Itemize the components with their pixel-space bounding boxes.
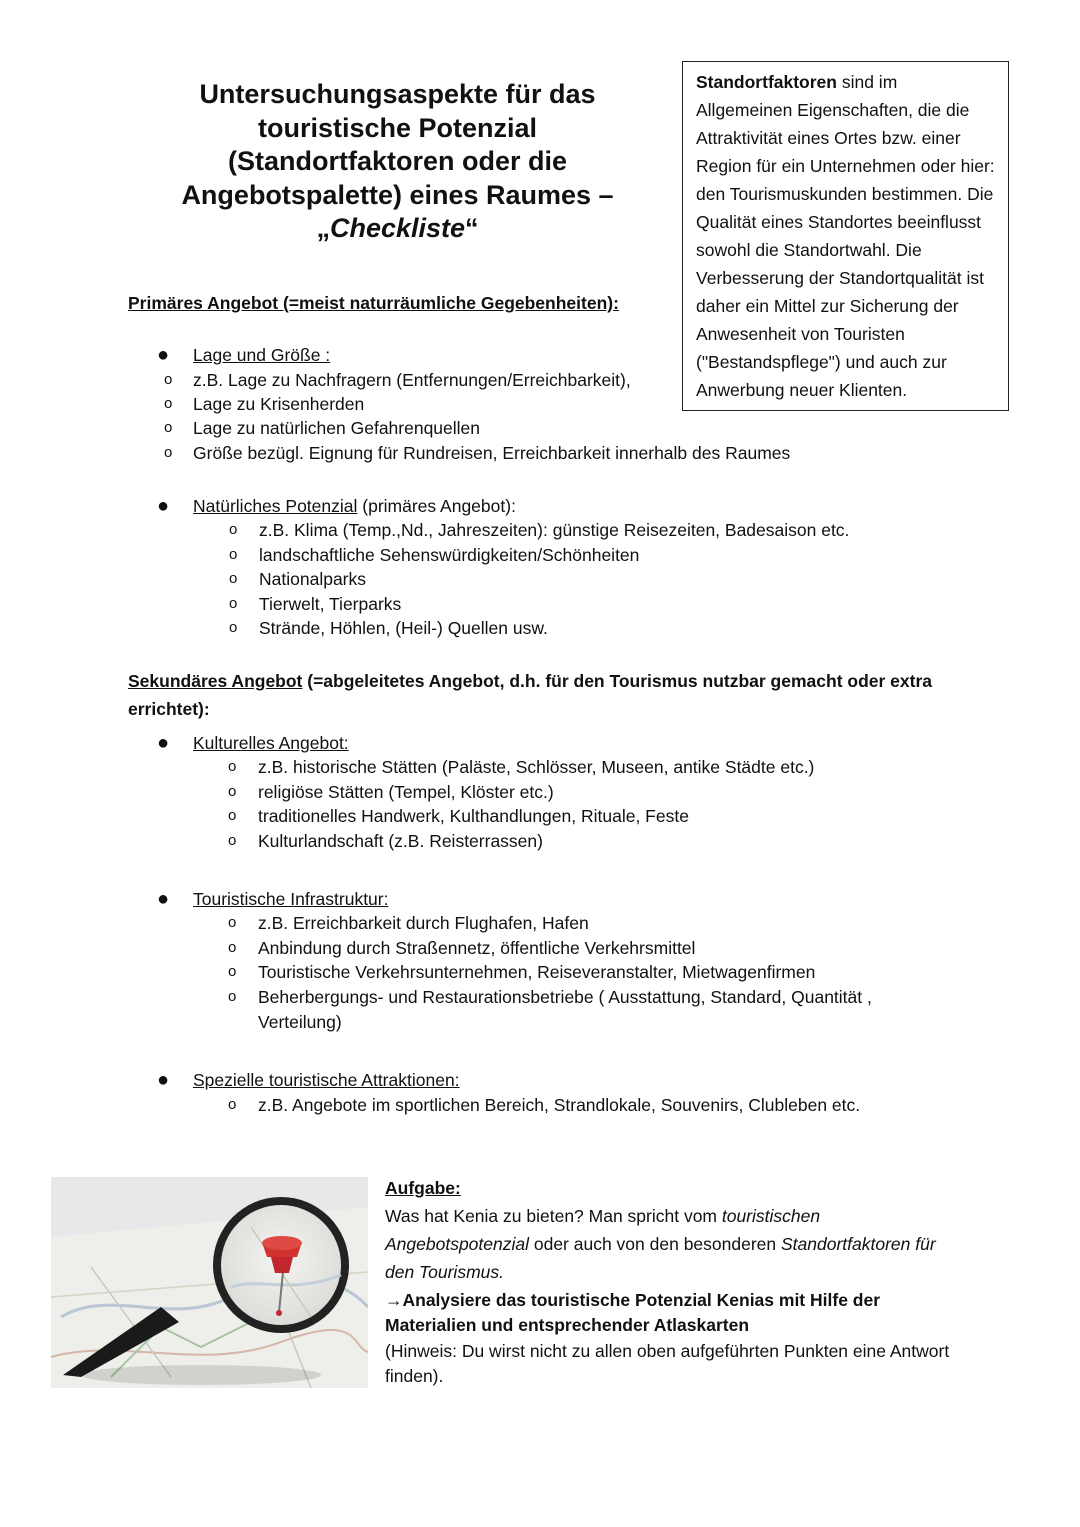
list-item: z.B. historische Stätten (Paläste, Schlösser, Museen, antike Städte etc.)	[258, 757, 815, 777]
task-block	[385, 1174, 965, 1388]
section-heading-primaer: Primäres Angebot (=meist naturräumliche Gegebenheiten):	[128, 293, 619, 313]
topic-label-infra: Touristische Infrastruktur:	[193, 889, 389, 909]
list-item: Touristische Verkehrsunternehmen, Reiseveranstalter, Mietwagenfirmen	[258, 962, 816, 982]
list-item: z.B. Klima (Temp.,Nd., Jahreszeiten): günstige Reisezeiten, Badesaison etc.	[259, 520, 850, 540]
task-description: Was hat Kenia zu bieten? Man spricht vom touristischen Angebotspotenzial oder auch von den besonderen Standortfaktoren für den Tourismus.	[385, 1206, 936, 1282]
bullet-icon: ●	[157, 732, 170, 754]
topic-label-natur: Natürliches Potenzial (primäres Angebot):	[193, 496, 516, 516]
topic-label-kultur: Kulturelles Angebot:	[193, 733, 349, 753]
section-heading-sekundaer: Sekundäres Angebot (=abgeleitetes Angebot, d.h. für den Tourismus nutzbar gemacht oder extra	[128, 671, 932, 691]
bullet-icon: ●	[157, 1069, 170, 1091]
circle-bullet-icon: o	[228, 939, 237, 956]
list-item: z.B. Lage zu Nachfragern (Entfernungen/Erreichbarkeit),	[193, 370, 631, 390]
circle-bullet-icon: o	[229, 521, 238, 538]
circle-bullet-icon: o	[164, 419, 173, 436]
list-item: Lage zu natürlichen Gefahrenquellen	[193, 418, 481, 438]
list-item: Größe bezügl. Eignung für Rundreisen, Erreichbarkeit innerhalb des Raumes	[193, 443, 791, 463]
circle-bullet-icon: o	[229, 619, 238, 636]
section-heading-sekundaer-cont: errichtet):	[128, 699, 210, 719]
list-item: religiöse Stätten (Tempel, Klöster etc.)	[258, 782, 554, 802]
list-item: traditionelles Handwerk, Kulthandlungen, Rituale, Feste	[258, 806, 689, 826]
circle-bullet-icon: o	[229, 546, 238, 563]
topic-label-lage: Lage und Größe :	[193, 345, 331, 365]
circle-bullet-icon: o	[164, 371, 173, 388]
page-title: Untersuchungsaspekte für das touristische Potenzial (Standortfaktoren oder die Angebotspalette) eines Raumes – „Checkliste“	[181, 79, 614, 243]
circle-bullet-icon: o	[228, 783, 237, 800]
list-item: Strände, Höhlen, (Heil-) Quellen usw.	[259, 618, 548, 638]
circle-bullet-icon: o	[229, 595, 238, 612]
task-hint: (Hinweis: Du wirst nicht zu allen oben aufgeführten Punkten eine Antwort finden).	[385, 1341, 950, 1386]
bullet-icon: ●	[157, 344, 170, 366]
circle-bullet-icon: o	[228, 963, 237, 980]
circle-bullet-icon: o	[228, 988, 237, 1005]
circle-bullet-icon: o	[228, 832, 237, 849]
list-item: Tierwelt, Tierparks	[259, 594, 402, 614]
task-instruction: →Analysiere das touristische Potenzial Kenias mit Hilfe der Materialien und entsprechender Atlaskarten	[385, 1290, 881, 1335]
list-item: Nationalparks	[259, 569, 366, 589]
topic-label-attraktionen: Spezielle touristische Attraktionen:	[193, 1070, 460, 1090]
definition-term: Standortfaktoren	[696, 72, 837, 92]
definition-box	[682, 61, 1009, 411]
circle-bullet-icon: o	[228, 758, 237, 775]
circle-bullet-icon: o	[228, 1096, 237, 1113]
list-item: Anbindung durch Straßennetz, öffentliche Verkehrsmittel	[258, 938, 696, 958]
map-magnifier-image	[51, 1177, 368, 1388]
list-item: Beherbergungs- und Restaurationsbetriebe ( Ausstattung, Standard, Quantität , Verteilung)	[258, 987, 872, 1032]
task-heading: Aufgabe:	[385, 1178, 461, 1198]
list-item: landschaftliche Sehenswürdigkeiten/Schönheiten	[259, 545, 640, 565]
bullet-icon: ●	[157, 888, 170, 910]
bullet-icon: ●	[157, 495, 170, 517]
list-item: z.B. Erreichbarkeit durch Flughafen, Hafen	[258, 913, 589, 933]
list-item: Lage zu Krisenherden	[193, 394, 365, 414]
circle-bullet-icon: o	[228, 914, 237, 931]
circle-bullet-icon: o	[164, 395, 173, 412]
circle-bullet-icon: o	[229, 570, 238, 587]
circle-bullet-icon: o	[164, 444, 173, 461]
definition-text: sind im Allgemeinen Eigenschaften, die die Attraktivität eines Ortes bzw. einer Region für ein Unternehmen oder hier: den Tourismuskunden bestimmen. Die Qualität eines Standortes beeinflusst sowohl die Standortwahl. Die Verbesserung der Standortqualität ist daher ein Mittel zur Sicherung der Anwesenheit von Touristen ("Bestandspflege") und auch zur Anwerbung neuer Klienten.	[696, 72, 995, 400]
list-item: Kulturlandschaft (z.B. Reisterrassen)	[258, 831, 543, 851]
list-item: z.B. Angebote im sportlichen Bereich, Strandlokale, Souvenirs, Clubleben etc.	[258, 1095, 861, 1115]
magnifier-icon	[51, 1177, 368, 1388]
circle-bullet-icon: o	[228, 807, 237, 824]
